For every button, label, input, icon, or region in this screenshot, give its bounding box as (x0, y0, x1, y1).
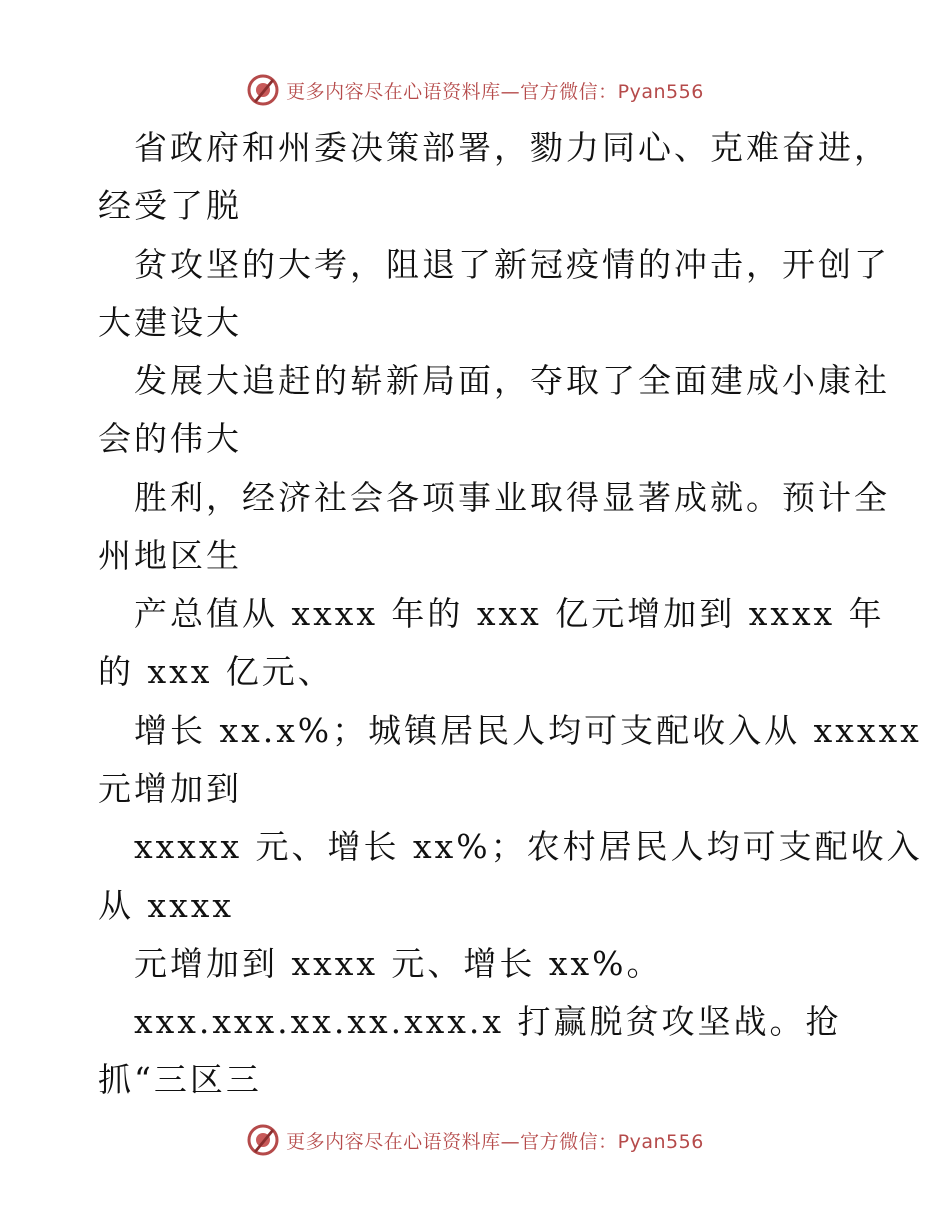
quill-seal-icon (246, 1123, 280, 1157)
footer-banner (0, 1120, 950, 1160)
text-line: 州地区生 (98, 536, 242, 575)
text-line: 贫攻坚的大考，阻退了新冠疫情的冲击，开创了 (134, 245, 890, 284)
text-line: xxx.xxx.xx.xx.xxx.x 打赢脱贫攻坚战。抢 (134, 1002, 842, 1041)
text-line: xxxxx 元、增长 xx%；农村居民人均可支配收入 (134, 827, 923, 866)
header-banner-text: 更多内容尽在心语资料库—官方微信：Pyan556 (286, 80, 704, 103)
text-line: 增长 xx.x%；城镇居民人均可支配收入从 xxxxx (134, 711, 922, 750)
quill-seal-icon (246, 73, 280, 107)
header-banner (0, 70, 950, 110)
text-line: 元增加到 (98, 769, 242, 808)
text-line: 元增加到 xxxx 元、增长 xx%。 (134, 944, 663, 983)
text-line: 会的伟大 (98, 419, 242, 458)
text-line: 抓“三区三 (98, 1060, 262, 1099)
text-line: 大建设大 (98, 303, 242, 342)
text-line: 从 xxxx (98, 886, 234, 925)
text-line: 经受了脱 (98, 186, 242, 225)
text-line: 省政府和州委决策部署，勠力同心、克难奋进， (134, 128, 890, 167)
text-line: 发展大追赶的崭新局面，夺取了全面建成小康社 (134, 361, 890, 400)
text-line: 的 xxx 亿元、 (98, 652, 334, 691)
text-line: 产总值从 xxxx 年的 xxx 亿元增加到 xxxx 年 (134, 594, 885, 633)
footer-banner-text: 更多内容尽在心语资料库—官方微信：Pyan556 (286, 1130, 704, 1153)
text-line: 胜利，经济社会各项事业取得显著成就。预计全 (134, 478, 890, 517)
